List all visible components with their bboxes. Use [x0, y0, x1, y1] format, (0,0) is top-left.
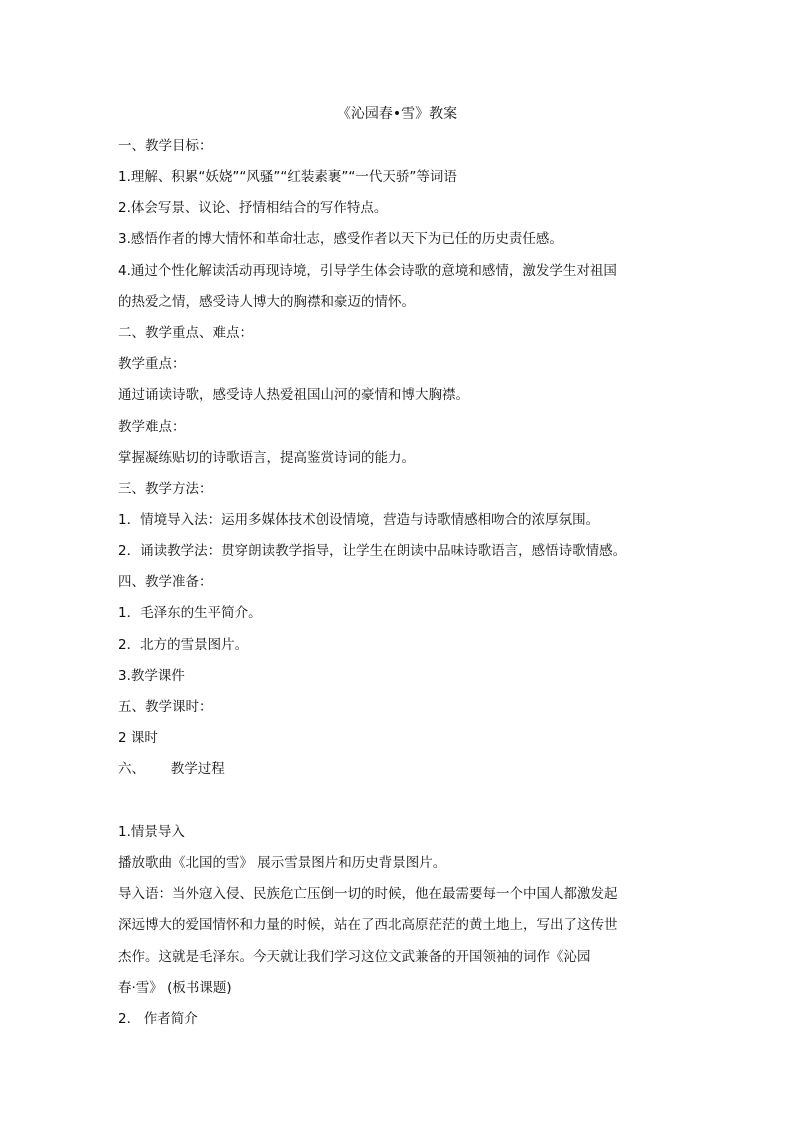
- section-heading-methods: 三、教学方法：: [118, 481, 213, 497]
- section-heading-key-points: 二、教学重点、难点：: [118, 325, 253, 341]
- section-heading-process: 六、 教学过程: [118, 761, 225, 777]
- preparation-item-1: 1．毛泽东的生平简介。: [118, 605, 262, 621]
- document-title: 《沁园春•雪》教案: [336, 106, 458, 122]
- intro-paragraph-line-3: 杰作。这就是毛泽东。今天就让我们学习这位文武兼备的开国领袖的词作《沁园: [118, 949, 591, 965]
- process-step-2-heading: 2. 作者简介: [118, 1011, 198, 1027]
- preparation-item-3: 3.教学课件: [118, 668, 185, 684]
- objective-item-1: 1.理解、积累“妖娆”“风骚”“红装素裹”“一代天骄”等词语: [118, 169, 457, 185]
- difficulty-label: 教学难点：: [118, 419, 186, 435]
- section-heading-class-hours: 五、教学课时：: [118, 699, 213, 715]
- section-heading-preparation: 四、教学准备：: [118, 574, 213, 590]
- method-item-1: 1．情境导入法：运用多媒体技术创设情境，营造与诗歌情感相吻合的浓厚氛围。: [118, 512, 600, 528]
- difficulty-text: 掌握凝练贴切的诗歌语言，提高鉴赏诗词的能力。: [118, 450, 415, 466]
- objective-item-4: 4.通过个性化解读活动再现诗境，引导学生体会诗歌的意境和感情，激发学生对祖国: [118, 263, 617, 279]
- key-points-text: 通过诵读诗歌，感受诗人热爱祖国山河的豪情和博大胸襟。: [118, 387, 469, 403]
- process-step-1-heading: 1.情景导入: [118, 824, 185, 840]
- class-hours-value: 2 课时: [118, 730, 158, 746]
- objective-item-3: 3.感悟作者的博大情怀和革命壮志，感受作者以天下为已任的历史责任感。: [118, 231, 563, 247]
- preparation-item-2: 2．北方的雪景图片。: [118, 637, 249, 653]
- key-points-label: 教学重点：: [118, 356, 186, 372]
- intro-paragraph-line-4: 春·雪》 (板书课题): [118, 980, 232, 996]
- section-heading-objectives: 一、教学目标：: [118, 138, 213, 154]
- objective-item-4-continued: 的热爱之情，感受诗人博大的胸襟和豪迈的情怀。: [118, 294, 415, 310]
- process-step-1-activity: 播放歌曲《北国的雪》 展示雪景图片和历史背景图片。: [118, 855, 447, 871]
- intro-paragraph-line-2: 深远博大的爱国情怀和力量的时候，站在了西北高原茫茫的黄土地上，写出了这传世: [118, 917, 618, 933]
- objective-item-2: 2.体会写景、议论、抒情相结合的写作特点。: [118, 200, 388, 216]
- intro-paragraph-line-1: 导入语：当外寇入侵、民族危亡压倒一切的时候，他在最需要每一个中国人都激发起: [118, 886, 618, 902]
- method-item-2: 2．诵读教学法：贯穿朗读教学指导，让学生在朗读中品味诗歌语言，感悟诗歌情感。: [118, 543, 627, 559]
